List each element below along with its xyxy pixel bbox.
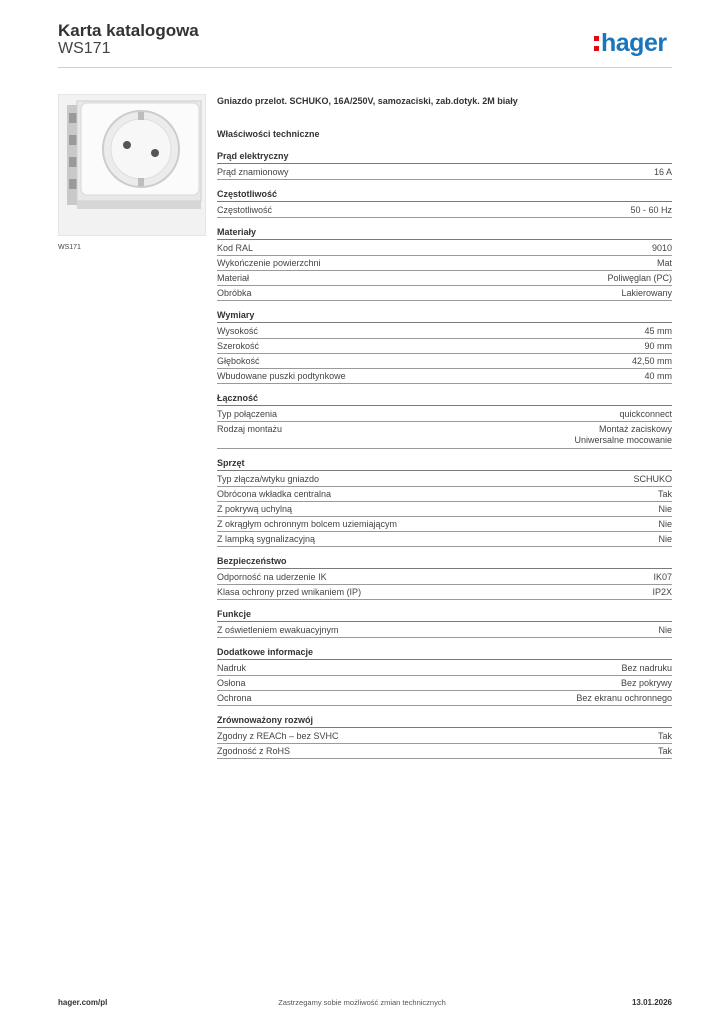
spec-row [217, 241, 672, 256]
spec-value: quickconnect [619, 409, 672, 419]
spec-value: Lakierowany [621, 288, 672, 298]
spec-value: 45 mm [644, 326, 672, 336]
spec-row [217, 286, 672, 301]
spec-label: Wbudowane puszki podtynkowe [217, 371, 346, 381]
spec-groups [217, 151, 672, 759]
spec-group [217, 647, 672, 706]
hager-logo [594, 29, 667, 58]
header-divider [58, 67, 672, 68]
spec-group-title: Bezpieczeństwo [217, 556, 672, 569]
spec-row [217, 661, 672, 676]
spec-group-title: Sprzęt [217, 458, 672, 471]
spec-label: Zgodny z REACh – bez SVHC [217, 731, 339, 741]
spec-value: Nie [658, 625, 672, 635]
spec-label: Ochrona [217, 693, 252, 703]
spec-label: Nadruk [217, 663, 247, 673]
specs-heading: Właściwości techniczne [217, 129, 320, 139]
spec-label: Osłona [217, 678, 246, 688]
spec-group [217, 609, 672, 638]
footer-date: 13.01.2026 [631, 998, 672, 1007]
spec-label: Typ złącza/wtyku gniazdo [217, 474, 320, 484]
spec-row [217, 744, 672, 759]
spec-group [217, 227, 672, 301]
spec-value: Nie [658, 534, 672, 544]
spec-group [217, 393, 672, 449]
spec-row [217, 407, 672, 422]
footer-website: hager.com/pl [58, 998, 108, 1007]
spec-label: Prąd znamionowy [217, 167, 289, 177]
spec-value: Tak [657, 746, 672, 756]
spec-value: 42,50 mm [631, 356, 672, 366]
spec-value [574, 424, 672, 446]
spec-value: Tak [657, 731, 672, 741]
spec-group-title: Materiały [217, 227, 672, 240]
spec-row [217, 585, 672, 600]
spec-value-line: Montaż zaciskowy [598, 424, 672, 434]
spec-label: Z pokrywą uchylną [217, 504, 293, 514]
logo-text: hager [601, 29, 667, 57]
spec-row [217, 691, 672, 706]
spec-value: Poliwęglan (PC) [607, 273, 672, 283]
spec-value: 16 A [653, 167, 672, 177]
logo-dots-icon [594, 36, 599, 51]
product-description: Gniazdo przelot. SCHUKO, 16A/250V, samozaciski, zab.dotyk. 2M biały [217, 96, 518, 106]
spec-label: Materiał [217, 273, 250, 283]
spec-row [217, 532, 672, 547]
spec-label: Wysokość [217, 326, 258, 336]
spec-group-title: Wymiary [217, 310, 672, 323]
spec-row [217, 324, 672, 339]
spec-label: Typ połączenia [217, 409, 278, 419]
spec-value: Bez pokrywy [620, 678, 672, 688]
spec-value: 50 - 60 Hz [630, 205, 672, 215]
page-title: Karta katalogowa [58, 21, 199, 40]
spec-row [217, 354, 672, 369]
spec-row [217, 165, 672, 180]
spec-value: Tak [657, 489, 672, 499]
spec-value: IK07 [653, 572, 672, 582]
spec-group-title: Częstotliwość [217, 189, 672, 202]
spec-label: Wykończenie powierzchni [217, 258, 321, 268]
spec-value: 40 mm [644, 371, 672, 381]
spec-label: Z okrągłym ochronnym bolcem uziemiającym [217, 519, 398, 529]
footer-notice: Zastrzegamy sobie możliwość zmian technicznych [278, 998, 446, 1007]
spec-row [217, 729, 672, 744]
image-caption: WS171 [58, 244, 81, 251]
spec-label: Rodzaj montażu [217, 424, 283, 434]
spec-group-title: Zrównoważony rozwój [217, 715, 672, 728]
spec-value: 9010 [651, 243, 672, 253]
spec-label: Szerokość [217, 341, 260, 351]
spec-row [217, 570, 672, 585]
spec-row [217, 487, 672, 502]
spec-group [217, 310, 672, 384]
spec-row [217, 422, 672, 449]
spec-label: Częstotliwość [217, 205, 273, 215]
spec-value: 90 mm [644, 341, 672, 351]
spec-label: Obrócona wkładka centralna [217, 489, 332, 499]
spec-group [217, 189, 672, 218]
product-image [58, 94, 206, 236]
spec-label: Klasa ochrony przed wnikaniem (IP) [217, 587, 362, 597]
spec-group [217, 151, 672, 180]
spec-row [217, 256, 672, 271]
spec-value: Nie [658, 504, 672, 514]
spec-group-title: Dodatkowe informacje [217, 647, 672, 660]
spec-value-line: Uniwersalne mocowanie [574, 435, 672, 445]
spec-label: Zgodność z RoHS [217, 746, 291, 756]
spec-label: Kod RAL [217, 243, 254, 253]
spec-row [217, 676, 672, 691]
spec-row [217, 271, 672, 286]
spec-group-title: Prąd elektryczny [217, 151, 672, 164]
spec-group [217, 556, 672, 600]
spec-row [217, 339, 672, 354]
spec-label: Z lampką sygnalizacyjną [217, 534, 316, 544]
spec-row [217, 502, 672, 517]
spec-row [217, 203, 672, 218]
spec-value: Bez nadruku [621, 663, 672, 673]
spec-label: Głębokość [217, 356, 260, 366]
spec-row [217, 472, 672, 487]
spec-row [217, 623, 672, 638]
spec-label: Odporność na uderzenie IK [217, 572, 327, 582]
spec-group-title: Łączność [217, 393, 672, 406]
spec-label: Z oświetleniem ewakuacyjnym [217, 625, 339, 635]
socket-outlet-icon [59, 95, 206, 236]
spec-label: Obróbka [217, 288, 252, 298]
spec-value: Nie [658, 519, 672, 529]
spec-value: IP2X [652, 587, 672, 597]
product-code: WS171 [58, 40, 111, 57]
spec-value: Mat [656, 258, 672, 268]
spec-group-title: Funkcje [217, 609, 672, 622]
spec-group [217, 458, 672, 547]
spec-content [217, 96, 672, 768]
spec-row [217, 369, 672, 384]
spec-group [217, 715, 672, 759]
spec-row [217, 517, 672, 532]
spec-value: SCHUKO [633, 474, 672, 484]
spec-value: Bez ekranu ochronnego [576, 693, 672, 703]
